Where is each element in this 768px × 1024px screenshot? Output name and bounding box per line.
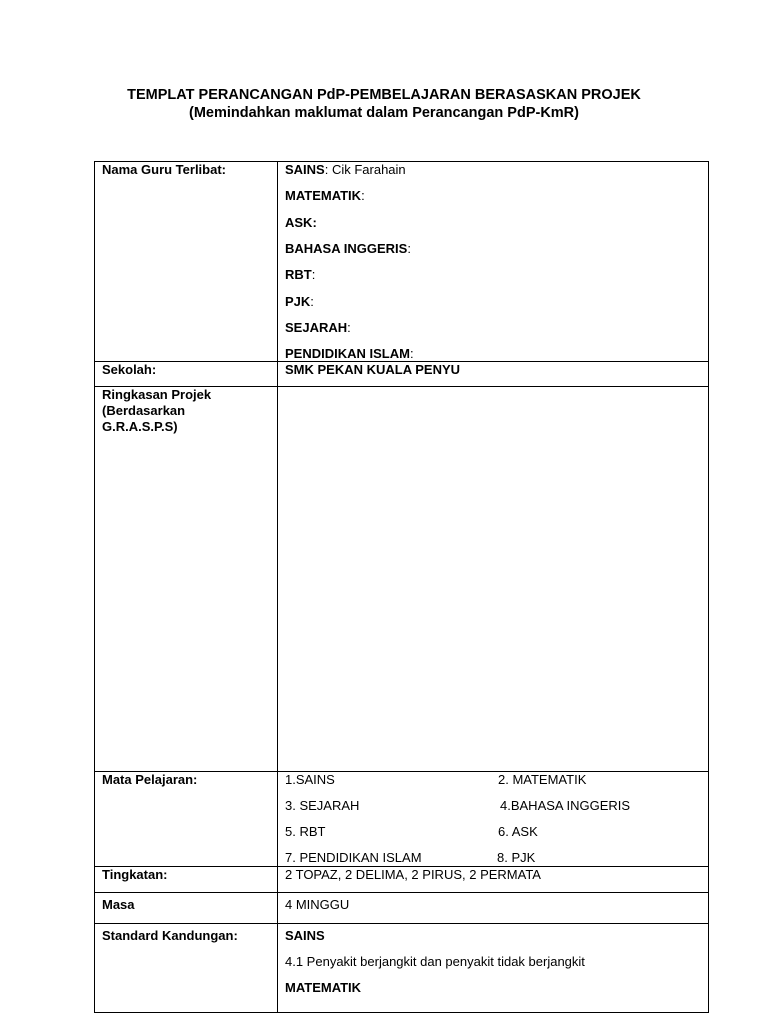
- ringkasan-label-line: Ringkasan Projek: [102, 387, 212, 402]
- ringkasan-label-line: (Berdasarkan: [102, 403, 186, 418]
- label-tingkatan: Tingkatan:: [95, 867, 278, 893]
- value-masa: 4 MINGGU: [278, 893, 709, 924]
- value-tingkatan: 2 TOPAZ, 2 DELIMA, 2 PIRUS, 2 PERMATA: [278, 867, 709, 893]
- row-sekolah: [95, 362, 709, 387]
- standard-heading-matematik: MATEMATIK: [285, 980, 362, 995]
- mata-item: 7. PENDIDIKAN ISLAM: [285, 850, 422, 865]
- document-subtitle: (Memindahkan maklumat dalam Perancangan PdP-KmR): [189, 105, 579, 121]
- subject-name: SAINS: [285, 162, 325, 177]
- subject-name: RBT: [285, 267, 312, 282]
- guru-line-pendidikan-islam: [285, 346, 414, 362]
- guru-line-sains: [285, 162, 406, 178]
- value-ringkasan-projek: [278, 387, 709, 772]
- row-ringkasan-projek: [95, 387, 709, 772]
- guru-line-pjk: [285, 294, 314, 310]
- subject-teacher: : Cik Farahain: [324, 162, 406, 177]
- value-standard-kandungan: [278, 924, 709, 1013]
- label-mata-pelajaran: Mata Pelajaran:: [95, 772, 278, 867]
- subject-teacher: :: [310, 294, 314, 309]
- mata-item: 8. PJK: [497, 850, 536, 865]
- row-tingkatan: [95, 867, 709, 893]
- mata-item: 6. ASK: [498, 824, 538, 839]
- subject-name: MATEMATIK: [285, 188, 362, 203]
- mata-item: 1.SAINS: [285, 772, 335, 787]
- label-masa: Masa: [95, 893, 278, 924]
- subject-teacher: :: [361, 188, 365, 203]
- subject-teacher: :: [311, 267, 316, 282]
- subject-teacher: :: [347, 320, 351, 335]
- subject-name: SEJARAH: [285, 320, 348, 335]
- document-title: TEMPLAT PERANCANGAN PdP-PEMBELAJARAN BERASASKAN PROJEK: [127, 87, 641, 103]
- standard-line: 4.1 Penyakit berjangkit dan penyakit tidak berjangkit: [285, 954, 585, 969]
- label-ringkasan-projek: [95, 387, 278, 772]
- value-mata-pelajaran: [278, 772, 709, 867]
- subject-teacher: :: [409, 346, 414, 361]
- label-nama-guru: Nama Guru Terlibat:: [95, 162, 278, 362]
- guru-line-rbt: [285, 267, 315, 283]
- value-nama-guru: [278, 162, 709, 362]
- subject-name: BAHASA INGGERIS: [285, 241, 408, 256]
- row-nama-guru: [95, 162, 709, 362]
- label-sekolah: Sekolah:: [95, 362, 278, 387]
- guru-line-bahasa-inggeris: [285, 241, 411, 257]
- guru-line-sejarah: [285, 320, 351, 336]
- row-masa: [95, 893, 709, 924]
- subject-name: ASK:: [285, 215, 317, 230]
- mata-item: 4.BAHASA INGGERIS: [500, 798, 631, 813]
- mata-item: 5. RBT: [285, 824, 326, 839]
- mata-item: 2. MATEMATIK: [498, 772, 587, 787]
- standard-heading-sains: SAINS: [285, 928, 325, 943]
- guru-line-matematik: [285, 188, 365, 204]
- ringkasan-label-line: G.R.A.S.P.S): [102, 419, 178, 434]
- row-standard-kandungan: [95, 924, 709, 1013]
- subject-name: PENDIDIKAN ISLAM: [285, 346, 410, 361]
- subject-teacher: :: [407, 241, 411, 256]
- planning-form-table: [94, 161, 709, 1013]
- mata-item: 3. SEJARAH: [285, 798, 360, 813]
- value-sekolah: SMK PEKAN KUALA PENYU: [278, 362, 709, 387]
- label-standard-kandungan: Standard Kandungan:: [95, 924, 278, 1013]
- subject-name: PJK: [285, 294, 311, 309]
- guru-line-ask: [285, 215, 317, 231]
- row-mata-pelajaran: [95, 772, 709, 867]
